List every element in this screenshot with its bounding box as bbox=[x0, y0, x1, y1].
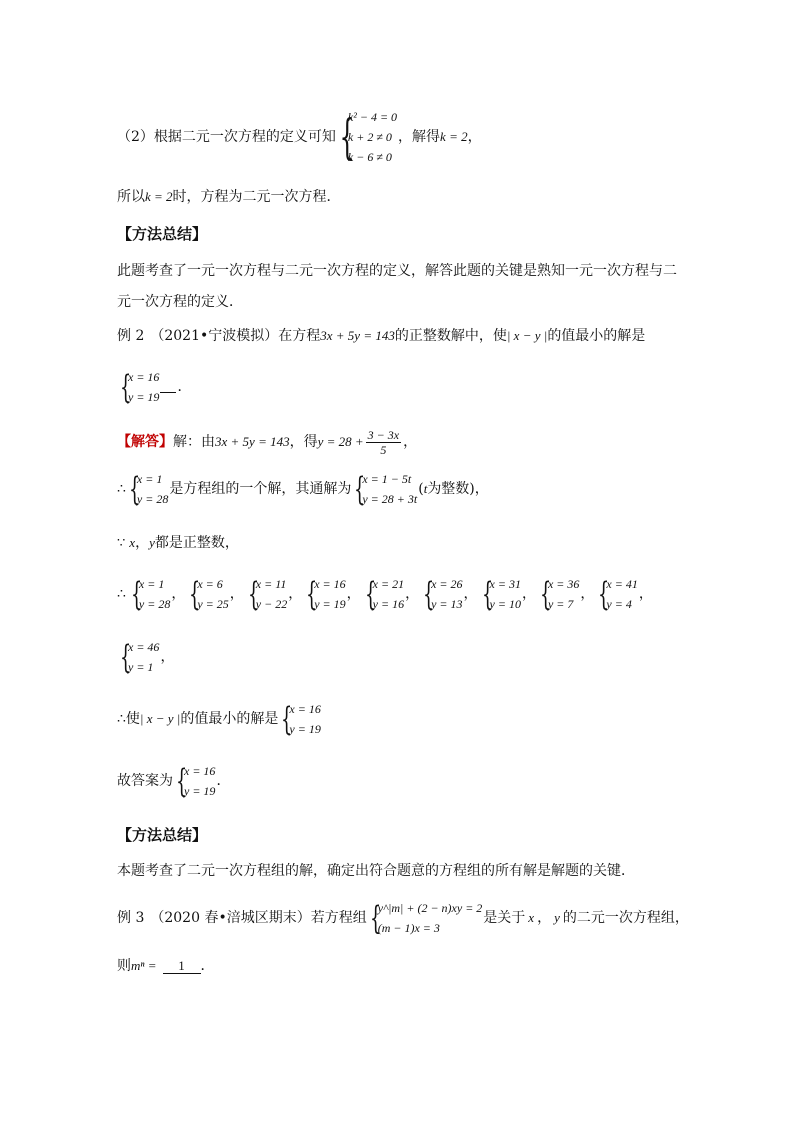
solution-text: ( bbox=[418, 481, 424, 497]
example-text: 则 bbox=[117, 958, 131, 974]
system-row: x = 31 bbox=[489, 577, 521, 591]
separator: ， bbox=[537, 910, 552, 926]
solution-text: ． bbox=[216, 773, 231, 789]
part-2-end: ， bbox=[467, 129, 482, 145]
system-row: x = 11 bbox=[255, 577, 287, 591]
brace-glyph: { bbox=[176, 762, 188, 800]
system-row: y = 28 bbox=[138, 597, 171, 611]
solution-line-5 bbox=[117, 698, 322, 740]
system-row: (m − 1)x = 3 bbox=[377, 921, 440, 935]
conclusion-prefix: 所以 bbox=[117, 189, 145, 205]
condition-row: k − 6 ≠ 0 bbox=[347, 150, 392, 164]
separator: ， bbox=[288, 586, 303, 602]
conclusion-expr: k = 2 bbox=[145, 189, 173, 204]
separator: ， bbox=[521, 586, 536, 602]
solution-system bbox=[187, 574, 228, 614]
because-symbol: ∵ bbox=[117, 535, 126, 550]
system-row: y = 25 bbox=[197, 597, 229, 611]
solution-tag: 【解答】 bbox=[117, 434, 173, 450]
solution-system bbox=[363, 574, 404, 614]
brace-glyph: { bbox=[128, 470, 141, 508]
fraction-numerator: 3 − 3x bbox=[367, 427, 400, 442]
system-row: y = 19 bbox=[314, 597, 346, 611]
therefore-symbol: ∴ bbox=[117, 586, 126, 602]
brace-glyph: { bbox=[540, 575, 552, 613]
example-2-answer-line bbox=[117, 366, 191, 408]
solution-system bbox=[596, 574, 637, 614]
system-row: x = 16 bbox=[184, 764, 216, 778]
therefore-symbol: ∴ bbox=[117, 711, 126, 727]
brace-glyph: { bbox=[120, 638, 132, 676]
system-row: y = 7 bbox=[547, 597, 574, 611]
system-row: y = 16 bbox=[372, 597, 405, 611]
separator: ， bbox=[346, 586, 361, 602]
separator: ， bbox=[171, 586, 186, 602]
example-source: （2020 春•涪城区期末）若方程组 bbox=[150, 910, 367, 926]
solution-y-expr: y = 28 + bbox=[317, 434, 364, 449]
variable-x: x bbox=[129, 535, 136, 550]
conclusion-line bbox=[117, 188, 341, 206]
fraction-denominator: 5 bbox=[380, 442, 387, 457]
solution-system bbox=[304, 574, 345, 614]
system-row: y = 4 bbox=[606, 597, 632, 611]
system-row: x = 1 bbox=[138, 577, 165, 591]
example-label: 例 3 bbox=[117, 910, 145, 926]
answer-blank: 1 bbox=[163, 959, 201, 974]
solution-text: 的值最小的解是 bbox=[180, 711, 279, 727]
part-2-prefix: （2）根据二元一次方程的定义可知 bbox=[117, 129, 336, 145]
example-text: 的二元一次方程组， bbox=[562, 910, 689, 926]
solution-equation: 3x + 5y = 143 bbox=[215, 434, 290, 449]
solution-system bbox=[421, 574, 462, 614]
brace-glyph: { bbox=[354, 470, 366, 508]
variable-y: y bbox=[554, 910, 560, 925]
system-row: x = 26 bbox=[431, 577, 463, 591]
solution-system bbox=[538, 574, 579, 614]
solution-text: 是方程组的一个解，其通解为 bbox=[169, 481, 352, 497]
solution-text: 为整数)， bbox=[427, 481, 489, 497]
brace-glyph: { bbox=[281, 700, 293, 738]
system-row: x = 16 bbox=[289, 702, 321, 716]
abs-expression: | x − y | bbox=[506, 328, 548, 343]
summary-text: 此题考查了一元一次方程与二元一次方程的定义，解答此题的关键是熟知一元一次方程与二 bbox=[117, 263, 677, 279]
system-row: x = 16 bbox=[314, 577, 346, 591]
separator: ， bbox=[229, 586, 244, 602]
min-solution-system bbox=[279, 699, 320, 739]
power-expression: mⁿ = bbox=[131, 958, 157, 973]
summary-text: 元一次方程的定义． bbox=[117, 294, 243, 310]
separator: ， bbox=[160, 649, 175, 665]
example-text: 是关于 bbox=[483, 910, 526, 926]
solution-line-2 bbox=[117, 468, 489, 510]
solution-last-line bbox=[117, 636, 174, 678]
solution-text: ， bbox=[403, 434, 418, 450]
part-2-mid: ，解得 bbox=[398, 129, 441, 145]
brace-glyph: { bbox=[130, 575, 143, 613]
conclusion-text: 时，方程为二元一次方程． bbox=[172, 189, 341, 205]
answer-system bbox=[118, 367, 159, 407]
summary-text: 本题考查了二元一次方程组的解，确定出符合题意的方程组的所有解是解题的关键． bbox=[117, 863, 635, 879]
separator: ， bbox=[580, 586, 595, 602]
system-row: y − 22 bbox=[255, 597, 288, 611]
system-row: x = 1 bbox=[136, 472, 163, 486]
variable-t: t bbox=[423, 481, 428, 496]
system-row: y = 28 + 3t bbox=[362, 492, 418, 506]
system-row: x = 41 bbox=[606, 577, 638, 591]
system-row: y = 10 bbox=[489, 597, 521, 611]
fraction bbox=[366, 428, 401, 457]
brace-glyph: { bbox=[247, 575, 260, 613]
system-row: y = 19 bbox=[289, 722, 321, 736]
solution-system bbox=[118, 637, 159, 677]
system-row: x = 46 bbox=[128, 640, 160, 654]
system-row: x = 36 bbox=[547, 577, 580, 591]
solution-line-6 bbox=[117, 760, 230, 802]
example-source: （2021•宁波模拟）在方程 bbox=[150, 328, 321, 344]
system-row: y = 13 bbox=[431, 597, 463, 611]
brace-glyph: { bbox=[598, 575, 610, 613]
condition-row: k + 2 ≠ 0 bbox=[347, 130, 392, 144]
system-row: x = 6 bbox=[197, 577, 223, 591]
example-text: ． bbox=[200, 958, 215, 974]
solution-line-3 bbox=[117, 534, 239, 552]
system-row: y^|m| + (2 − n)xy = 2 bbox=[377, 901, 483, 915]
part-2-result: k = 2 bbox=[440, 129, 468, 144]
brace-glyph: { bbox=[369, 899, 381, 937]
solution-text: 故答案为 bbox=[117, 773, 173, 789]
variable-y: y bbox=[149, 535, 155, 550]
system-row: y = 1 bbox=[128, 660, 154, 674]
solution-list-line bbox=[117, 573, 654, 615]
final-answer-system bbox=[174, 761, 215, 801]
system-row: y = 19 bbox=[184, 784, 216, 798]
brace-glyph: { bbox=[423, 575, 435, 613]
system-row: x = 16 bbox=[128, 370, 160, 384]
solution-system bbox=[129, 574, 170, 614]
example-3-line bbox=[117, 897, 689, 939]
brace-glyph: { bbox=[120, 368, 132, 406]
answer-underline bbox=[160, 382, 176, 393]
general-solution bbox=[352, 469, 417, 509]
brace-glyph: { bbox=[306, 575, 318, 613]
brace-glyph: { bbox=[189, 575, 201, 613]
system-row: y = 28 bbox=[136, 492, 169, 506]
particular-solution bbox=[127, 469, 168, 509]
abs-expression: | x − y | bbox=[139, 711, 181, 726]
system-row: x = 1 − 5t bbox=[362, 472, 412, 486]
example-text: 的值最小的解是 bbox=[547, 328, 646, 344]
system-row: x = 21 bbox=[372, 577, 405, 591]
variable-x: x bbox=[528, 910, 535, 925]
separator: ， bbox=[135, 535, 150, 551]
answer-end: ． bbox=[177, 379, 192, 395]
condition-row: k² − 4 = 0 bbox=[347, 110, 398, 124]
separator: ， bbox=[405, 586, 420, 602]
method-summary-heading: 【方法总结】 bbox=[117, 225, 208, 243]
system-row: y = 19 bbox=[128, 390, 160, 404]
part-2-line bbox=[117, 108, 482, 166]
brace-glyph: { bbox=[481, 575, 493, 613]
solutions-list bbox=[128, 574, 654, 614]
separator: ， bbox=[638, 586, 653, 602]
solution-system bbox=[246, 574, 287, 614]
example-label: 例 2 bbox=[117, 328, 145, 344]
solution-line-1 bbox=[117, 422, 417, 462]
separator: ， bbox=[463, 586, 478, 602]
example-3-system bbox=[368, 898, 483, 938]
method-summary-heading: 【方法总结】 bbox=[117, 826, 208, 844]
condition-system bbox=[337, 107, 397, 167]
example-3-answer-line bbox=[117, 957, 215, 975]
therefore-symbol: ∴ bbox=[117, 481, 126, 497]
solution-system bbox=[480, 574, 521, 614]
example-text: 的正整数解中，使 bbox=[394, 328, 507, 344]
solution-text: 都是正整数， bbox=[154, 535, 239, 551]
example-2-line bbox=[117, 327, 645, 345]
solution-text: 使 bbox=[125, 711, 140, 727]
solution-text: 解：由 bbox=[173, 434, 215, 450]
brace-glyph: { bbox=[339, 109, 355, 165]
brace-glyph: { bbox=[364, 575, 376, 613]
example-equation: 3x + 5y = 143 bbox=[320, 328, 395, 343]
solution-text: ，得 bbox=[289, 434, 318, 450]
